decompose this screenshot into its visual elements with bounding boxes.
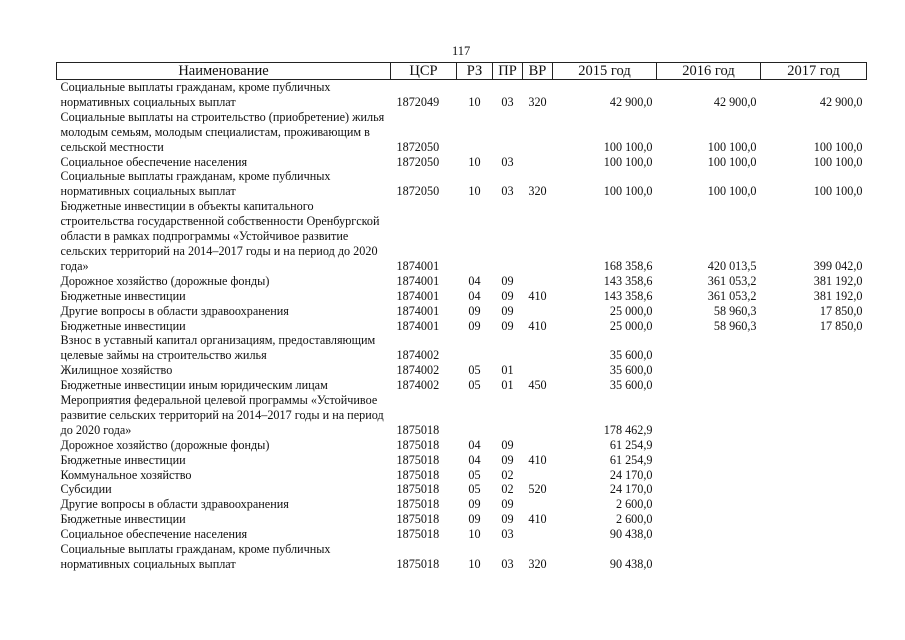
header-rz: РЗ	[457, 63, 493, 80]
cell-vr	[523, 393, 553, 438]
cell-2016: 420 013,5	[707, 258, 757, 273]
cell-2016	[657, 512, 761, 527]
cell-name: Бюджетные инвестиции в объекты капитального строительства государственной собственности Оренбургской области в рамках подпрограммы «Устойчивое развитие сельских территорий на 2014–2017 годы и на период до 2020 года»	[60, 199, 380, 273]
cell-name: Социальные выплаты на строительство (приобретение) жилья молодым семьям, молодым специалистам, проживающим в сельской местности	[60, 109, 385, 154]
cell-2017	[761, 438, 867, 453]
table-row	[57, 304, 867, 319]
table-row	[57, 512, 867, 527]
cell-name: Бюджетные инвестиции иным юридическим лицам	[60, 378, 328, 393]
cell-csr: 1875018	[396, 557, 440, 571]
cell-rz: 10	[468, 527, 481, 542]
cell-2017	[761, 512, 867, 527]
cell-name: Бюджетные инвестиции	[60, 288, 186, 303]
cell-name: Социальные выплаты гражданам, кроме публичных нормативных социальных выплат	[60, 542, 331, 571]
cell-csr: 1872049	[396, 94, 440, 109]
cell-2015: 61 254,9	[609, 452, 653, 467]
table-row	[57, 497, 867, 512]
cell-2017: 381 192,0	[813, 273, 863, 288]
cell-2015: 178 462,9	[603, 422, 653, 437]
cell-2016	[657, 542, 761, 572]
cell-2016: 42 900,0	[713, 94, 757, 109]
cell-csr: 1874002	[396, 363, 440, 378]
cell-name: Социальные выплаты гражданам, кроме публичных нормативных социальных выплат	[60, 80, 331, 109]
cell-pr	[493, 333, 523, 363]
cell-vr	[523, 304, 553, 319]
cell-vr: 410	[528, 512, 547, 527]
table-row	[57, 289, 867, 304]
cell-rz: 05	[468, 363, 481, 378]
cell-pr	[493, 393, 523, 438]
cell-2016	[657, 527, 761, 542]
cell-pr: 09	[501, 303, 514, 318]
cell-2017: 100 100,0	[813, 139, 863, 154]
cell-2016: 100 100,0	[707, 154, 757, 169]
cell-2015: 90 438,0	[609, 527, 653, 542]
page-number: 117	[452, 44, 471, 58]
cell-vr	[523, 333, 553, 363]
cell-2017: 42 900,0	[819, 94, 863, 109]
cell-vr	[523, 110, 553, 155]
cell-2016: 100 100,0	[707, 184, 757, 199]
header-pr: ПР	[493, 63, 523, 80]
cell-2017	[761, 378, 867, 393]
cell-name: Коммунальное хозяйство	[60, 467, 192, 482]
header-2016: 2016 год	[657, 63, 761, 80]
table-row	[57, 527, 867, 542]
cell-csr: 1875018	[396, 422, 440, 437]
cell-csr: 1875018	[396, 512, 440, 527]
header-2017: 2017 год	[761, 63, 867, 80]
cell-rz: 09	[468, 512, 481, 527]
cell-rz: 10	[468, 154, 481, 169]
cell-2016	[657, 378, 761, 393]
cell-rz: 10	[468, 94, 481, 109]
cell-2017	[761, 363, 867, 378]
cell-name: Социальные выплаты гражданам, кроме публичных нормативных социальных выплат	[60, 169, 331, 199]
cell-vr	[523, 363, 553, 378]
cell-2017: 100 100,0	[813, 184, 863, 199]
cell-name: Бюджетные инвестиции	[60, 318, 186, 333]
cell-csr: 1874001	[396, 318, 440, 333]
cell-vr	[523, 155, 553, 170]
table-row	[57, 319, 867, 334]
cell-2015: 100 100,0	[603, 154, 653, 169]
cell-pr: 03	[501, 527, 514, 542]
header-vr: ВР	[523, 63, 553, 80]
cell-2015: 42 900,0	[609, 94, 653, 109]
cell-2015: 25 000,0	[609, 318, 653, 333]
cell-csr: 1872050	[396, 184, 440, 199]
table-row	[57, 482, 867, 497]
cell-pr: 09	[501, 437, 514, 452]
cell-vr	[523, 274, 553, 289]
cell-csr: 1872050	[396, 139, 440, 154]
cell-vr: 450	[528, 378, 547, 393]
cell-name: Бюджетные инвестиции	[60, 452, 186, 467]
table-row	[57, 199, 867, 274]
cell-vr	[523, 199, 553, 274]
table-body	[57, 80, 867, 572]
cell-2017	[761, 542, 867, 572]
cell-2017	[761, 393, 867, 438]
cell-2016	[657, 333, 761, 363]
cell-name: Бюджетные инвестиции	[60, 512, 186, 527]
cell-2016: 361 053,2	[707, 273, 757, 288]
cell-name: Дорожное хозяйство (дорожные фонды)	[60, 437, 270, 452]
cell-rz: 05	[468, 378, 481, 393]
cell-csr: 1875018	[396, 527, 440, 542]
cell-2016: 58 960,3	[713, 303, 757, 318]
cell-rz: 04	[468, 288, 481, 303]
cell-2017: 381 192,0	[813, 288, 863, 303]
cell-2017	[761, 482, 867, 497]
cell-name: Социальное обеспечение населения	[60, 527, 248, 542]
cell-2016	[657, 438, 761, 453]
cell-rz	[457, 393, 493, 438]
cell-2016	[657, 393, 761, 438]
table-header-row	[57, 63, 867, 80]
cell-pr: 09	[501, 512, 514, 527]
cell-name: Дорожное хозяйство (дорожные фонды)	[60, 273, 270, 288]
table-row	[57, 438, 867, 453]
cell-2016	[657, 453, 761, 468]
cell-csr: 1872050	[396, 154, 440, 169]
cell-vr: 410	[528, 288, 547, 303]
table-row	[57, 363, 867, 378]
cell-rz: 10	[468, 184, 481, 199]
cell-2015: 35 600,0	[609, 378, 653, 393]
cell-pr: 01	[501, 378, 514, 393]
cell-2015: 61 254,9	[609, 437, 653, 452]
cell-name: Жилищное хозяйство	[60, 363, 173, 378]
cell-name: Социальное обеспечение населения	[60, 154, 248, 169]
table-row	[57, 169, 867, 199]
cell-pr	[493, 110, 523, 155]
cell-2017	[761, 527, 867, 542]
cell-name: Субсидии	[60, 482, 112, 497]
cell-2015: 24 170,0	[609, 482, 653, 497]
cell-2016	[657, 468, 761, 483]
cell-2017: 17 850,0	[819, 318, 863, 333]
cell-csr: 1874001	[396, 288, 440, 303]
cell-vr: 410	[528, 318, 547, 333]
cell-2016: 58 960,3	[713, 318, 757, 333]
cell-2015: 168 358,6	[603, 258, 653, 273]
cell-vr: 320	[528, 184, 547, 199]
cell-rz: 05	[468, 482, 481, 497]
header-2015: 2015 год	[553, 63, 657, 80]
cell-vr	[523, 527, 553, 542]
cell-pr: 09	[501, 318, 514, 333]
cell-csr: 1874001	[396, 273, 440, 288]
cell-rz: 09	[468, 303, 481, 318]
cell-2017	[761, 453, 867, 468]
cell-2015: 24 170,0	[609, 467, 653, 482]
cell-pr: 03	[501, 94, 514, 109]
cell-pr: 03	[501, 184, 514, 199]
table-row	[57, 393, 867, 438]
cell-rz: 04	[468, 273, 481, 288]
cell-csr: 1874001	[396, 258, 440, 273]
cell-2015: 35 600,0	[609, 363, 653, 378]
table-row	[57, 542, 867, 572]
cell-2015: 2 600,0	[615, 512, 653, 527]
cell-2016	[657, 482, 761, 497]
table-row	[57, 453, 867, 468]
cell-2015: 100 100,0	[603, 184, 653, 199]
cell-vr: 320	[528, 557, 547, 571]
cell-csr: 1874002	[396, 348, 440, 363]
table-row	[57, 378, 867, 393]
cell-2016: 361 053,2	[707, 288, 757, 303]
cell-rz	[457, 110, 493, 155]
cell-rz: 10	[468, 557, 481, 571]
cell-name: Мероприятия федеральной целевой программы «Устойчивое развитие сельских территорий на 2014–2017 годы и на период до 2020 года»	[60, 393, 384, 437]
cell-rz: 09	[468, 497, 481, 512]
cell-vr: 520	[528, 482, 547, 497]
cell-rz	[457, 333, 493, 363]
cell-csr: 1875018	[396, 482, 440, 497]
cell-2017: 100 100,0	[813, 154, 863, 169]
cell-pr: 03	[501, 557, 514, 571]
cell-2017: 17 850,0	[819, 303, 863, 318]
cell-2015: 100 100,0	[603, 139, 653, 154]
cell-vr	[523, 438, 553, 453]
cell-pr: 01	[501, 363, 514, 378]
cell-csr: 1875018	[396, 497, 440, 512]
cell-2015: 143 358,6	[603, 288, 653, 303]
table-row	[57, 80, 867, 110]
cell-2017	[761, 333, 867, 363]
cell-csr: 1875018	[396, 452, 440, 467]
cell-rz: 04	[468, 437, 481, 452]
cell-rz: 09	[468, 318, 481, 333]
cell-pr: 09	[501, 452, 514, 467]
cell-rz: 04	[468, 452, 481, 467]
cell-pr: 09	[501, 497, 514, 512]
header-csr: ЦСР	[391, 63, 457, 80]
cell-2015: 25 000,0	[609, 303, 653, 318]
table-row	[57, 333, 867, 363]
cell-csr: 1875018	[396, 437, 440, 452]
cell-2016: 100 100,0	[707, 139, 757, 154]
cell-2017	[761, 497, 867, 512]
cell-vr: 320	[528, 94, 547, 109]
cell-pr: 03	[501, 154, 514, 169]
cell-pr: 02	[501, 482, 514, 497]
cell-pr: 09	[501, 273, 514, 288]
cell-vr	[523, 468, 553, 483]
cell-rz: 05	[468, 467, 481, 482]
cell-2015: 143 358,6	[603, 273, 653, 288]
budget-table	[56, 62, 867, 572]
cell-2017	[761, 468, 867, 483]
cell-csr: 1874002	[396, 378, 440, 393]
cell-pr: 09	[501, 288, 514, 303]
cell-rz	[457, 199, 493, 274]
cell-2017: 399 042,0	[813, 258, 863, 273]
table-row	[57, 155, 867, 170]
table-row	[57, 274, 867, 289]
cell-2015: 90 438,0	[609, 557, 653, 571]
cell-vr: 410	[528, 452, 547, 467]
cell-pr: 02	[501, 467, 514, 482]
cell-2015: 35 600,0	[609, 348, 653, 363]
cell-name: Другие вопросы в области здравоохранения	[60, 303, 289, 318]
cell-csr: 1875018	[396, 467, 440, 482]
table-row	[57, 110, 867, 155]
header-name: Наименование	[57, 63, 391, 80]
cell-name: Взнос в уставный капитал организациям, предоставляющим целевые займы на строительство жилья	[60, 333, 376, 363]
cell-csr: 1874001	[396, 303, 440, 318]
cell-name: Другие вопросы в области здравоохранения	[60, 497, 289, 512]
cell-2016	[657, 363, 761, 378]
cell-2015: 2 600,0	[615, 497, 653, 512]
cell-2016	[657, 497, 761, 512]
cell-pr	[493, 199, 523, 274]
table-row	[57, 468, 867, 483]
cell-vr	[523, 497, 553, 512]
